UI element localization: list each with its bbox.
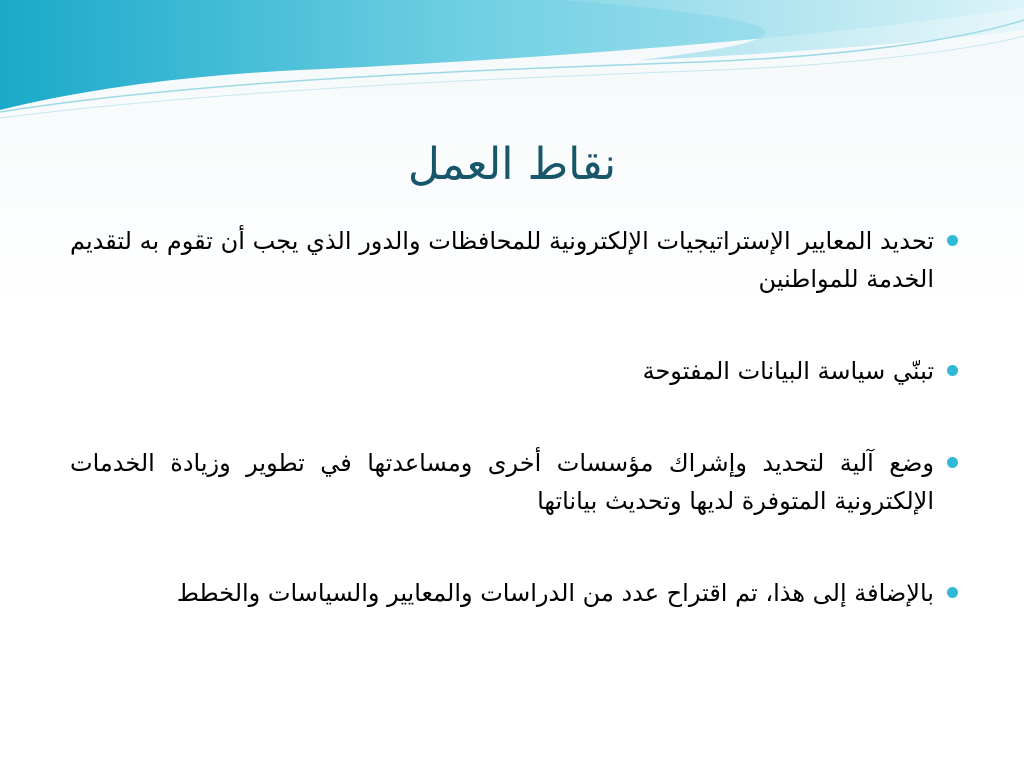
bullet-list — [70, 222, 968, 612]
bullet-item — [70, 352, 968, 390]
bullet-text: وضع آلية لتحديد وإشراك مؤسسات أخرى ومساعدتها في تطوير وزيادة الخدمات الإلكترونية المتوفرة لديها وتحديث بياناتها — [70, 449, 934, 515]
bullet-dot-icon — [947, 457, 958, 468]
bullet-item — [70, 444, 968, 520]
bullet-item — [70, 222, 968, 298]
bullet-dot-icon — [947, 365, 958, 376]
bullet-dot-icon — [947, 235, 958, 246]
bullet-text: تحديد المعايير الإستراتيجيات الإلكترونية للمحافظات والدور الذي يجب أن تقوم به لتقديم الخدمة للمواطنين — [70, 227, 934, 293]
bullet-dot-icon — [947, 587, 958, 598]
slide-title: نقاط العمل — [407, 139, 617, 190]
bullet-text: تبنّي سياسة البيانات المفتوحة — [642, 357, 934, 385]
header-wave-decoration — [0, 0, 1024, 130]
bullet-item — [70, 574, 968, 612]
bullet-text: بالإضافة إلى هذا، تم اقتراح عدد من الدراسات والمعايير والسياسات والخطط — [176, 579, 934, 607]
